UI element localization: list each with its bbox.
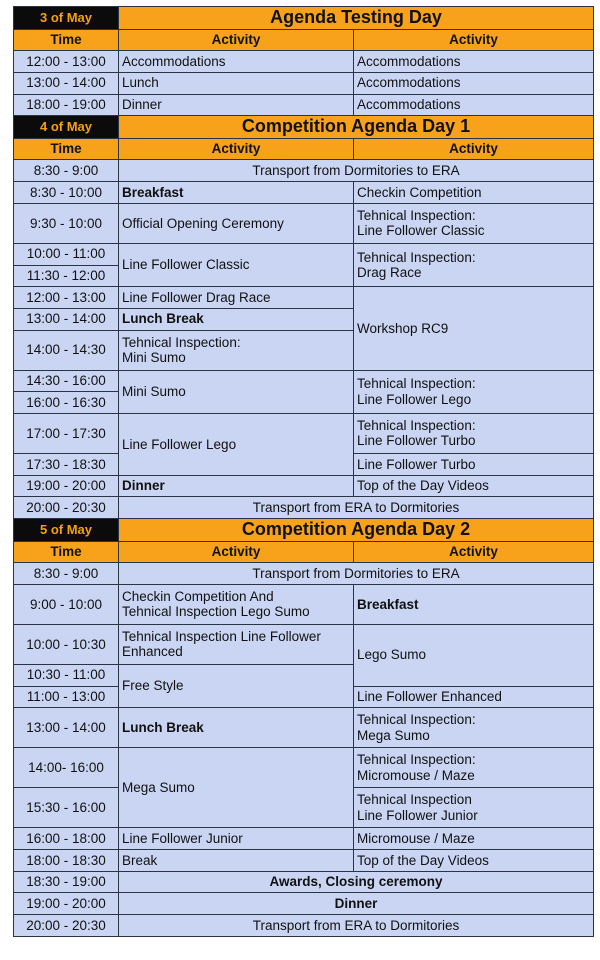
cell-line: Checkin Competition And bbox=[122, 588, 274, 604]
cell-line: Tehnical Inspection Line Follower bbox=[122, 628, 321, 644]
activity-cell: Official Opening Ceremony bbox=[119, 203, 354, 243]
cell-line: Tehnical Inspection: bbox=[122, 334, 241, 350]
time-cell: 8:30 - 9:00 bbox=[14, 160, 119, 182]
table-row bbox=[14, 748, 594, 788]
activity-header: Activity bbox=[354, 138, 594, 160]
activity-header: Activity bbox=[354, 541, 594, 563]
table-row bbox=[14, 203, 594, 243]
time-cell: 19:00 - 20:00 bbox=[14, 475, 119, 497]
time-cell: 10:30 - 11:00 bbox=[14, 664, 119, 686]
activity-cell: Accommodations bbox=[354, 72, 594, 94]
time-cell: 20:00 - 20:30 bbox=[14, 915, 119, 937]
table-row bbox=[14, 828, 594, 850]
activity-header: Activity bbox=[354, 29, 594, 51]
spanning-activity-cell: Transport from ERA to Dormitories bbox=[119, 915, 594, 937]
cell-line: Line Follower Turbo bbox=[357, 433, 476, 449]
time-cell: 14:00 - 14:30 bbox=[14, 330, 119, 370]
time-cell: 18:00 - 18:30 bbox=[14, 849, 119, 871]
time-cell: 13:00 - 14:00 bbox=[14, 708, 119, 748]
table-row bbox=[14, 413, 594, 453]
table-row bbox=[14, 287, 594, 309]
time-cell: 8:30 - 9:00 bbox=[14, 563, 119, 585]
table-row bbox=[14, 243, 594, 265]
time-header: Time bbox=[14, 29, 119, 51]
section-date: 3 of May bbox=[14, 7, 119, 30]
activity-cell: Lunch bbox=[119, 72, 354, 94]
time-cell: 12:00 - 13:00 bbox=[14, 51, 119, 73]
spanning-activity-cell: Transport from Dormitories to ERA bbox=[119, 563, 594, 585]
section-title-row bbox=[14, 116, 594, 139]
cell-line: Tehnical Inspection Lego Sumo bbox=[122, 604, 310, 620]
table-row bbox=[14, 893, 594, 915]
activity-cell: Line Follower Classic bbox=[119, 243, 354, 286]
table-row bbox=[14, 563, 594, 585]
activity-cell: Top of the Day Videos bbox=[354, 849, 594, 871]
activity-cell bbox=[119, 584, 354, 624]
activity-cell bbox=[354, 370, 594, 413]
time-cell: 9:00 - 10:00 bbox=[14, 584, 119, 624]
section-title: Competition Agenda Day 2 bbox=[119, 519, 594, 542]
time-cell: 15:30 - 16:00 bbox=[14, 788, 119, 828]
cell-line: Tehnical Inspection: bbox=[357, 417, 476, 433]
activity-cell: Dinner bbox=[119, 475, 354, 497]
section-date: 4 of May bbox=[14, 116, 119, 139]
cell-line: Tehnical Inspection bbox=[357, 792, 472, 808]
time-cell: 11:00 - 13:00 bbox=[14, 686, 119, 708]
activity-cell: Break bbox=[119, 849, 354, 871]
time-cell: 9:30 - 10:00 bbox=[14, 203, 119, 243]
activity-cell: Top of the Day Videos bbox=[354, 475, 594, 497]
cell-line: Enhanced bbox=[122, 644, 183, 660]
section-title-row bbox=[14, 7, 594, 30]
section-title: Competition Agenda Day 1 bbox=[119, 116, 594, 139]
table-row bbox=[14, 871, 594, 893]
time-header: Time bbox=[14, 138, 119, 160]
cell-line: Tehnical Inspection: bbox=[357, 249, 476, 265]
spanning-activity-cell: Dinner bbox=[119, 893, 594, 915]
activity-header: Activity bbox=[119, 29, 354, 51]
table-row bbox=[14, 182, 594, 204]
table-row bbox=[14, 72, 594, 94]
activity-cell: Lego Sumo bbox=[354, 624, 594, 686]
activity-cell bbox=[354, 748, 594, 788]
time-cell: 18:30 - 19:00 bbox=[14, 871, 119, 893]
activity-cell bbox=[119, 624, 354, 664]
activity-cell bbox=[354, 413, 594, 453]
table-row bbox=[14, 624, 594, 664]
time-cell: 18:00 - 19:00 bbox=[14, 94, 119, 116]
table-row bbox=[14, 94, 594, 116]
time-header: Time bbox=[14, 541, 119, 563]
cell-line: Tehnical Inspection: bbox=[357, 207, 476, 223]
spanning-activity-cell: Transport from ERA to Dormitories bbox=[119, 497, 594, 519]
time-cell: 10:00 - 11:00 bbox=[14, 243, 119, 265]
time-cell: 11:30 - 12:00 bbox=[14, 265, 119, 287]
column-header-row bbox=[14, 541, 594, 563]
time-cell: 13:00 - 14:00 bbox=[14, 308, 119, 330]
activity-cell: Accommodations bbox=[119, 51, 354, 73]
table-row bbox=[14, 370, 594, 392]
table-row bbox=[14, 160, 594, 182]
section-title: Agenda Testing Day bbox=[119, 7, 594, 30]
activity-cell: Micromouse / Maze bbox=[354, 828, 594, 850]
time-cell: 16:00 - 16:30 bbox=[14, 392, 119, 414]
activity-cell: Checkin Competition bbox=[354, 182, 594, 204]
activity-cell: Accommodations bbox=[354, 94, 594, 116]
table-row bbox=[14, 849, 594, 871]
activity-header: Activity bbox=[119, 541, 354, 563]
activity-cell: Lunch Break bbox=[119, 708, 354, 748]
time-cell: 12:00 - 13:00 bbox=[14, 287, 119, 309]
time-cell: 16:00 - 18:00 bbox=[14, 828, 119, 850]
activity-cell bbox=[354, 788, 594, 828]
table-row bbox=[14, 708, 594, 748]
activity-cell: Breakfast bbox=[354, 584, 594, 624]
activity-cell: Free Style bbox=[119, 664, 354, 707]
table-row bbox=[14, 584, 594, 624]
cell-line: Tehnical Inspection: bbox=[357, 376, 476, 392]
cell-line: Line Follower Classic bbox=[357, 223, 485, 239]
time-cell: 17:30 - 18:30 bbox=[14, 453, 119, 475]
time-cell: 8:30 - 10:00 bbox=[14, 182, 119, 204]
cell-line: Mini Sumo bbox=[122, 350, 186, 366]
cell-line: Mega Sumo bbox=[357, 727, 430, 743]
activity-cell: Lunch Break bbox=[119, 308, 354, 330]
column-header-row bbox=[14, 29, 594, 51]
time-cell: 10:00 - 10:30 bbox=[14, 624, 119, 664]
cell-line: Tehnical Inspection: bbox=[357, 752, 476, 768]
activity-header: Activity bbox=[119, 138, 354, 160]
table-row bbox=[14, 915, 594, 937]
cell-line: Line Follower Lego bbox=[357, 391, 472, 407]
time-cell: 14:00- 16:00 bbox=[14, 748, 119, 788]
activity-cell: Workshop RC9 bbox=[354, 287, 594, 370]
cell-line: Drag Race bbox=[357, 265, 422, 280]
activity-cell: Line Follower Enhanced bbox=[354, 686, 594, 708]
spanning-activity-cell: Awards, Closing ceremony bbox=[119, 871, 594, 893]
activity-cell bbox=[354, 203, 594, 243]
activity-cell: Line Follower Drag Race bbox=[119, 287, 354, 309]
time-cell: 20:00 - 20:30 bbox=[14, 497, 119, 519]
time-cell: 19:00 - 20:00 bbox=[14, 893, 119, 915]
cell-line: Tehnical Inspection: bbox=[357, 712, 476, 728]
table-row bbox=[14, 475, 594, 497]
column-header-row bbox=[14, 138, 594, 160]
cell-line: Micromouse / Maze bbox=[357, 767, 475, 783]
time-cell: 14:30 - 16:00 bbox=[14, 370, 119, 392]
section-title-row bbox=[14, 519, 594, 542]
spanning-activity-cell: Transport from Dormitories to ERA bbox=[119, 160, 594, 182]
table-row bbox=[14, 497, 594, 519]
activity-cell: Mega Sumo bbox=[119, 748, 354, 828]
activity-cell: Mini Sumo bbox=[119, 370, 354, 413]
activity-cell: Line Follower Junior bbox=[119, 828, 354, 850]
section-date: 5 of May bbox=[14, 519, 119, 542]
activity-cell bbox=[354, 708, 594, 748]
activity-cell bbox=[119, 330, 354, 370]
activity-cell: Accommodations bbox=[354, 51, 594, 73]
table-row bbox=[14, 51, 594, 73]
cell-line: Line Follower Junior bbox=[357, 807, 478, 823]
activity-cell bbox=[354, 243, 594, 286]
agenda-table bbox=[13, 6, 594, 937]
time-cell: 13:00 - 14:00 bbox=[14, 72, 119, 94]
time-cell: 17:00 - 17:30 bbox=[14, 413, 119, 453]
activity-cell: Breakfast bbox=[119, 182, 354, 204]
activity-cell: Line Follower Lego bbox=[119, 413, 354, 475]
activity-cell: Dinner bbox=[119, 94, 354, 116]
agenda-document bbox=[13, 6, 593, 937]
activity-cell: Line Follower Turbo bbox=[354, 453, 594, 475]
